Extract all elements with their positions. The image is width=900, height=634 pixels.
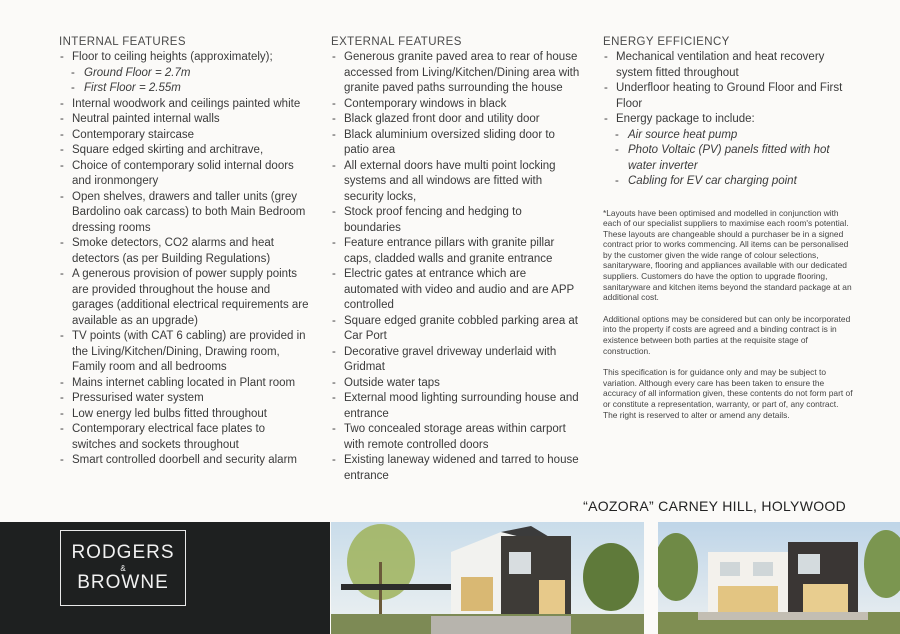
list-item: - Contemporary windows in black [331,97,581,113]
list-item: - A generous provision of power supply points are provided throughout the house and garages (additional electrical requirements are available as an upgrade) [59,267,309,329]
disclaimer-notes [603,208,853,421]
internal-features-column [59,36,309,469]
list-item: - Mechanical ventilation and heat recovery system fitted throughout [603,50,853,81]
list-item: - Ground Floor = 2.7m [59,66,309,82]
list-item: - Contemporary electrical face plates to switches and sockets throughout [59,422,309,453]
rodgers-browne-logo [60,530,186,606]
list-item: - All external doors have multi point locking systems and all windows are fitted with security locks, [331,159,581,206]
list-item: - First Floor = 2.55m [59,81,309,97]
list-item: - Square edged granite cobbled parking area at Car Port [331,314,581,345]
house-render-rear [658,522,900,634]
list-item: - Choice of contemporary solid internal doors and ironmongery [59,159,309,190]
list-item: - Contemporary staircase [59,128,309,144]
notes-paragraph-options: Additional options may be considered but can only be incorporated into the property if costs are agreed and a binding contract is in existence between both parties at the requisite stage of construction. [603,313,851,356]
logo-ampersand: & [120,564,126,573]
logo-line-1: RODGERS [71,542,175,563]
list-item: - Black glazed front door and utility door [331,112,581,128]
list-item: - Black aluminium oversized sliding door to patio area [331,128,581,159]
list-item: - Mains internet cabling located in Plant room [59,376,309,392]
list-item: - Pressurised water system [59,391,309,407]
energy-efficiency-heading: ENERGY EFFICIENCY [603,36,730,48]
list-item: - Smoke detectors, CO2 alarms and heat detectors (as per Building Regulations) [59,236,309,267]
list-item: - Floor to ceiling heights (approximately); [59,50,309,66]
list-item: - Photo Voltaic (PV) panels fitted with hot water inverter [603,143,853,174]
list-item: - TV points (with CAT 6 cabling) are provided in the Living/Kitchen/Dining, Drawing room, Family room and all bedrooms [59,329,309,376]
internal-features-heading: INTERNAL FEATURES [59,36,186,48]
list-item: - Energy package to include: [603,112,853,128]
list-item: - Outside water taps [331,376,581,392]
list-item: - Cabling for EV car charging point [603,174,853,190]
house-render-front [331,522,644,634]
energy-efficiency-list [603,50,853,190]
list-item: - Existing laneway widened and tarred to house entrance [331,453,581,484]
energy-efficiency-column [603,36,853,431]
list-item: - Smart controlled doorbell and security alarm [59,453,309,469]
external-features-heading: EXTERNAL FEATURES [331,36,462,48]
list-item: - Decorative gravel driveway underlaid with Gridmat [331,345,581,376]
list-item: - Square edged skirting and architrave, [59,143,309,159]
internal-features-list [59,50,309,469]
notes-paragraph-layouts: *Layouts have been optimised and modelled in conjunction with each of our specialist suppliers to maximise each room's potential. These layouts are changeable should a purchaser be in a signed contract prior to works commencing. All items can be personalised by the customer given the wide range of colour selections, sanitaryware, flooring and appliances available with our dedicated suppliers. Customers do have the option to upgrade flooring, sanitaryware and kitchen items beyond the standard package at an additional cost. [603,207,852,303]
list-item: - Electric gates at entrance which are automated with video and audio and are APP controlled [331,267,581,314]
property-address: “AOZORA” CARNEY HILL, HOLYWOOD [583,498,846,514]
list-item: - Internal woodwork and ceilings painted white [59,97,309,113]
list-item: - Generous granite paved area to rear of house accessed from Living/Kitchen/Dining area with granite paved paths surrounding the house [331,50,581,97]
logo-line-2: BROWNE [77,572,169,593]
list-item: - Stock proof fencing and hedging to boundaries [331,205,581,236]
list-item: - Neutral painted internal walls [59,112,309,128]
list-item: - Low energy led bulbs fitted throughout [59,407,309,423]
list-item: - Open shelves, drawers and taller units (grey Bardolino oak carcass) to both Main Bedroom dressing rooms [59,190,309,237]
list-item: - Underfloor heating to Ground Floor and First Floor [603,81,853,112]
external-features-list [331,50,581,484]
list-item: - Two concealed storage areas within carport with remote controlled doors [331,422,581,453]
notes-paragraph-specification: This specification is for guidance only and may be subject to variation. Although every care has been taken to ensure the accuracy of all information given, these contents do not form part of or constitute a representation, warranty, or part of, any contract. The right is reserved to alter or amend any details. [603,367,853,420]
list-item: - External mood lighting surrounding house and entrance [331,391,581,422]
external-features-column [331,36,581,484]
list-item: - Feature entrance pillars with granite pillar caps, cladded walls and granite entrance [331,236,581,267]
list-item: - Air source heat pump [603,128,853,144]
